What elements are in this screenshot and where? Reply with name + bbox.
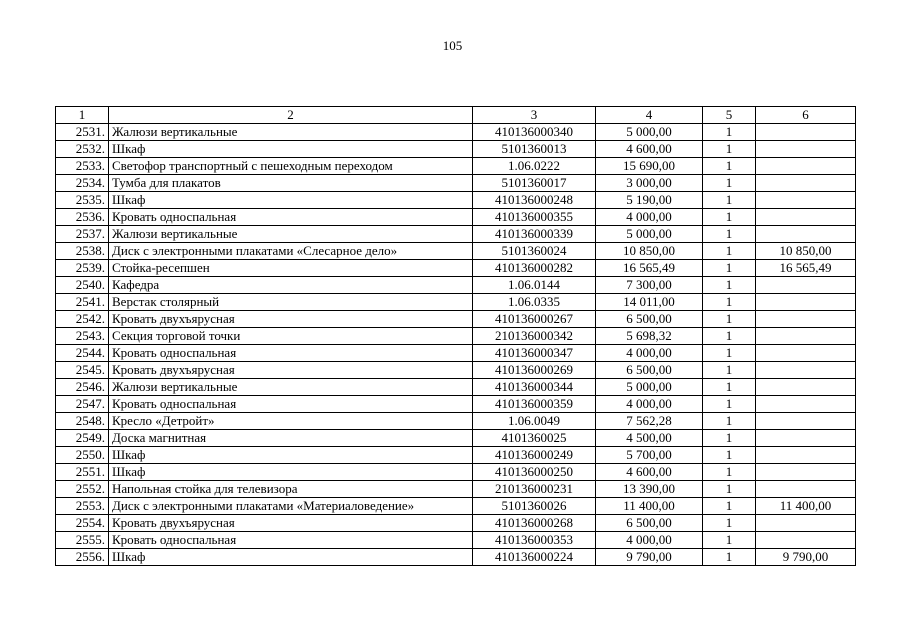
unit-price-cell: 4 000,00 [596, 532, 703, 549]
item-name-cell: Доска магнитная [109, 430, 473, 447]
item-name-cell: Кровать односпальная [109, 209, 473, 226]
table-row [56, 124, 856, 141]
row-number-cell: 2549. [56, 430, 109, 447]
inventory-code-cell: 5101360024 [473, 243, 596, 260]
row-number-cell: 2556. [56, 549, 109, 566]
quantity-cell: 1 [703, 481, 756, 498]
unit-price-cell: 9 790,00 [596, 549, 703, 566]
row-number-cell: 2551. [56, 464, 109, 481]
item-name-cell: Шкаф [109, 192, 473, 209]
item-name-cell: Диск с электронными плакатами «Материаловедение» [109, 498, 473, 515]
inventory-code-cell: 410136000353 [473, 532, 596, 549]
total-amount-cell [756, 311, 856, 328]
item-name-cell: Жалюзи вертикальные [109, 379, 473, 396]
table-row [56, 328, 856, 345]
total-amount-cell [756, 396, 856, 413]
row-number-cell: 2543. [56, 328, 109, 345]
item-name-cell: Стойка-ресепшен [109, 260, 473, 277]
table-row [56, 260, 856, 277]
unit-price-cell: 5 000,00 [596, 379, 703, 396]
table-row [56, 345, 856, 362]
total-amount-cell [756, 209, 856, 226]
unit-price-cell: 11 400,00 [596, 498, 703, 515]
unit-price-cell: 4 500,00 [596, 430, 703, 447]
row-number-cell: 2540. [56, 277, 109, 294]
total-amount-cell: 11 400,00 [756, 498, 856, 515]
inventory-code-cell: 410136000355 [473, 209, 596, 226]
row-number-cell: 2536. [56, 209, 109, 226]
unit-price-cell: 5 698,32 [596, 328, 703, 345]
row-number-cell: 2538. [56, 243, 109, 260]
table-row [56, 464, 856, 481]
item-name-cell: Кровать односпальная [109, 396, 473, 413]
quantity-cell: 1 [703, 515, 756, 532]
inventory-code-cell: 410136000347 [473, 345, 596, 362]
row-number-cell: 2548. [56, 413, 109, 430]
row-number-cell: 2539. [56, 260, 109, 277]
item-name-cell: Секция торговой точки [109, 328, 473, 345]
item-name-cell: Кровать двухъярусная [109, 362, 473, 379]
header-cell-3: 3 [473, 107, 596, 124]
table-row [56, 498, 856, 515]
unit-price-cell: 16 565,49 [596, 260, 703, 277]
table-row [56, 294, 856, 311]
item-name-cell: Светофор транспортный с пешеходным переходом [109, 158, 473, 175]
header-cell-1: 1 [56, 107, 109, 124]
unit-price-cell: 4 000,00 [596, 209, 703, 226]
row-number-cell: 2537. [56, 226, 109, 243]
total-amount-cell [756, 124, 856, 141]
unit-price-cell: 13 390,00 [596, 481, 703, 498]
table-row [56, 481, 856, 498]
header-cell-2: 2 [109, 107, 473, 124]
total-amount-cell [756, 430, 856, 447]
total-amount-cell: 9 790,00 [756, 549, 856, 566]
unit-price-cell: 7 300,00 [596, 277, 703, 294]
inventory-code-cell: 410136000340 [473, 124, 596, 141]
table-row [56, 549, 856, 566]
row-number-cell: 2541. [56, 294, 109, 311]
row-number-cell: 2532. [56, 141, 109, 158]
inventory-code-cell: 5101360017 [473, 175, 596, 192]
quantity-cell: 1 [703, 277, 756, 294]
table-row [56, 396, 856, 413]
inventory-code-cell: 410136000359 [473, 396, 596, 413]
total-amount-cell [756, 192, 856, 209]
row-number-cell: 2531. [56, 124, 109, 141]
inventory-code-cell: 1.06.0049 [473, 413, 596, 430]
item-name-cell: Шкаф [109, 447, 473, 464]
total-amount-cell [756, 345, 856, 362]
item-name-cell: Диск с электронными плакатами «Слесарное дело» [109, 243, 473, 260]
header-cell-6: 6 [756, 107, 856, 124]
row-number-cell: 2545. [56, 362, 109, 379]
unit-price-cell: 4 600,00 [596, 141, 703, 158]
row-number-cell: 2547. [56, 396, 109, 413]
row-number-cell: 2534. [56, 175, 109, 192]
row-number-cell: 2554. [56, 515, 109, 532]
table-row [56, 277, 856, 294]
total-amount-cell [756, 294, 856, 311]
table-row [56, 515, 856, 532]
unit-price-cell: 4 000,00 [596, 345, 703, 362]
table-row [56, 311, 856, 328]
total-amount-cell [756, 175, 856, 192]
quantity-cell: 1 [703, 362, 756, 379]
unit-price-cell: 6 500,00 [596, 362, 703, 379]
total-amount-cell [756, 464, 856, 481]
inventory-code-cell: 210136000342 [473, 328, 596, 345]
item-name-cell: Тумба для плакатов [109, 175, 473, 192]
unit-price-cell: 6 500,00 [596, 311, 703, 328]
total-amount-cell: 10 850,00 [756, 243, 856, 260]
quantity-cell: 1 [703, 294, 756, 311]
unit-price-cell: 5 700,00 [596, 447, 703, 464]
inventory-table [55, 106, 856, 566]
item-name-cell: Шкаф [109, 549, 473, 566]
table-row [56, 362, 856, 379]
row-number-cell: 2546. [56, 379, 109, 396]
table-row [56, 430, 856, 447]
total-amount-cell [756, 328, 856, 345]
unit-price-cell: 5 190,00 [596, 192, 703, 209]
total-amount-cell [756, 226, 856, 243]
inventory-code-cell: 1.06.0222 [473, 158, 596, 175]
total-amount-cell [756, 277, 856, 294]
unit-price-cell: 5 000,00 [596, 226, 703, 243]
page-number: 105 [442, 38, 463, 53]
unit-price-cell: 4 600,00 [596, 464, 703, 481]
table-row [56, 175, 856, 192]
quantity-cell: 1 [703, 175, 756, 192]
quantity-cell: 1 [703, 532, 756, 549]
unit-price-cell: 10 850,00 [596, 243, 703, 260]
table-body [56, 124, 856, 566]
quantity-cell: 1 [703, 430, 756, 447]
item-name-cell: Кровать односпальная [109, 532, 473, 549]
quantity-cell: 1 [703, 226, 756, 243]
quantity-cell: 1 [703, 396, 756, 413]
header-cell-5: 5 [703, 107, 756, 124]
total-amount-cell: 16 565,49 [756, 260, 856, 277]
inventory-code-cell: 5101360013 [473, 141, 596, 158]
table-row [56, 413, 856, 430]
item-name-cell: Кровать односпальная [109, 345, 473, 362]
item-name-cell: Жалюзи вертикальные [109, 124, 473, 141]
item-name-cell: Шкаф [109, 141, 473, 158]
inventory-code-cell: 410136000344 [473, 379, 596, 396]
unit-price-cell: 4 000,00 [596, 396, 703, 413]
item-name-cell: Кровать двухъярусная [109, 311, 473, 328]
total-amount-cell [756, 413, 856, 430]
quantity-cell: 1 [703, 141, 756, 158]
table-row [56, 192, 856, 209]
row-number-cell: 2544. [56, 345, 109, 362]
table-row [56, 209, 856, 226]
item-name-cell: Кафедра [109, 277, 473, 294]
inventory-code-cell: 410136000224 [473, 549, 596, 566]
item-name-cell: Жалюзи вертикальные [109, 226, 473, 243]
item-name-cell: Верстак столярный [109, 294, 473, 311]
unit-price-cell: 6 500,00 [596, 515, 703, 532]
quantity-cell: 1 [703, 447, 756, 464]
quantity-cell: 1 [703, 158, 756, 175]
quantity-cell: 1 [703, 498, 756, 515]
inventory-code-cell: 4101360025 [473, 430, 596, 447]
unit-price-cell: 7 562,28 [596, 413, 703, 430]
total-amount-cell [756, 481, 856, 498]
quantity-cell: 1 [703, 413, 756, 430]
quantity-cell: 1 [703, 192, 756, 209]
quantity-cell: 1 [703, 311, 756, 328]
inventory-code-cell: 210136000231 [473, 481, 596, 498]
header-cell-4: 4 [596, 107, 703, 124]
total-amount-cell [756, 447, 856, 464]
item-name-cell: Шкаф [109, 464, 473, 481]
unit-price-cell: 3 000,00 [596, 175, 703, 192]
header-row [56, 107, 856, 124]
item-name-cell: Кресло «Детройт» [109, 413, 473, 430]
inventory-code-cell: 410136000339 [473, 226, 596, 243]
quantity-cell: 1 [703, 549, 756, 566]
row-number-cell: 2555. [56, 532, 109, 549]
quantity-cell: 1 [703, 464, 756, 481]
inventory-code-cell: 410136000267 [473, 311, 596, 328]
table-row [56, 532, 856, 549]
item-name-cell: Кровать двухъярусная [109, 515, 473, 532]
table-row [56, 158, 856, 175]
inventory-code-cell: 1.06.0335 [473, 294, 596, 311]
quantity-cell: 1 [703, 260, 756, 277]
inventory-code-cell: 410136000269 [473, 362, 596, 379]
quantity-cell: 1 [703, 124, 756, 141]
inventory-code-cell: 410136000268 [473, 515, 596, 532]
inventory-code-cell: 410136000249 [473, 447, 596, 464]
row-number-cell: 2550. [56, 447, 109, 464]
quantity-cell: 1 [703, 379, 756, 396]
total-amount-cell [756, 379, 856, 396]
quantity-cell: 1 [703, 243, 756, 260]
total-amount-cell [756, 532, 856, 549]
quantity-cell: 1 [703, 345, 756, 362]
unit-price-cell: 5 000,00 [596, 124, 703, 141]
row-number-cell: 2533. [56, 158, 109, 175]
unit-price-cell: 14 011,00 [596, 294, 703, 311]
inventory-code-cell: 1.06.0144 [473, 277, 596, 294]
quantity-cell: 1 [703, 209, 756, 226]
inventory-code-cell: 410136000250 [473, 464, 596, 481]
table-row [56, 243, 856, 260]
row-number-cell: 2542. [56, 311, 109, 328]
row-number-cell: 2535. [56, 192, 109, 209]
quantity-cell: 1 [703, 328, 756, 345]
inventory-code-cell: 410136000248 [473, 192, 596, 209]
row-number-cell: 2553. [56, 498, 109, 515]
inventory-code-cell: 5101360026 [473, 498, 596, 515]
table-row [56, 379, 856, 396]
row-number-cell: 2552. [56, 481, 109, 498]
total-amount-cell [756, 362, 856, 379]
table-row [56, 447, 856, 464]
table-row [56, 141, 856, 158]
item-name-cell: Напольная стойка для телевизора [109, 481, 473, 498]
inventory-code-cell: 410136000282 [473, 260, 596, 277]
total-amount-cell [756, 158, 856, 175]
total-amount-cell [756, 515, 856, 532]
unit-price-cell: 15 690,00 [596, 158, 703, 175]
table-row [56, 226, 856, 243]
total-amount-cell [756, 141, 856, 158]
